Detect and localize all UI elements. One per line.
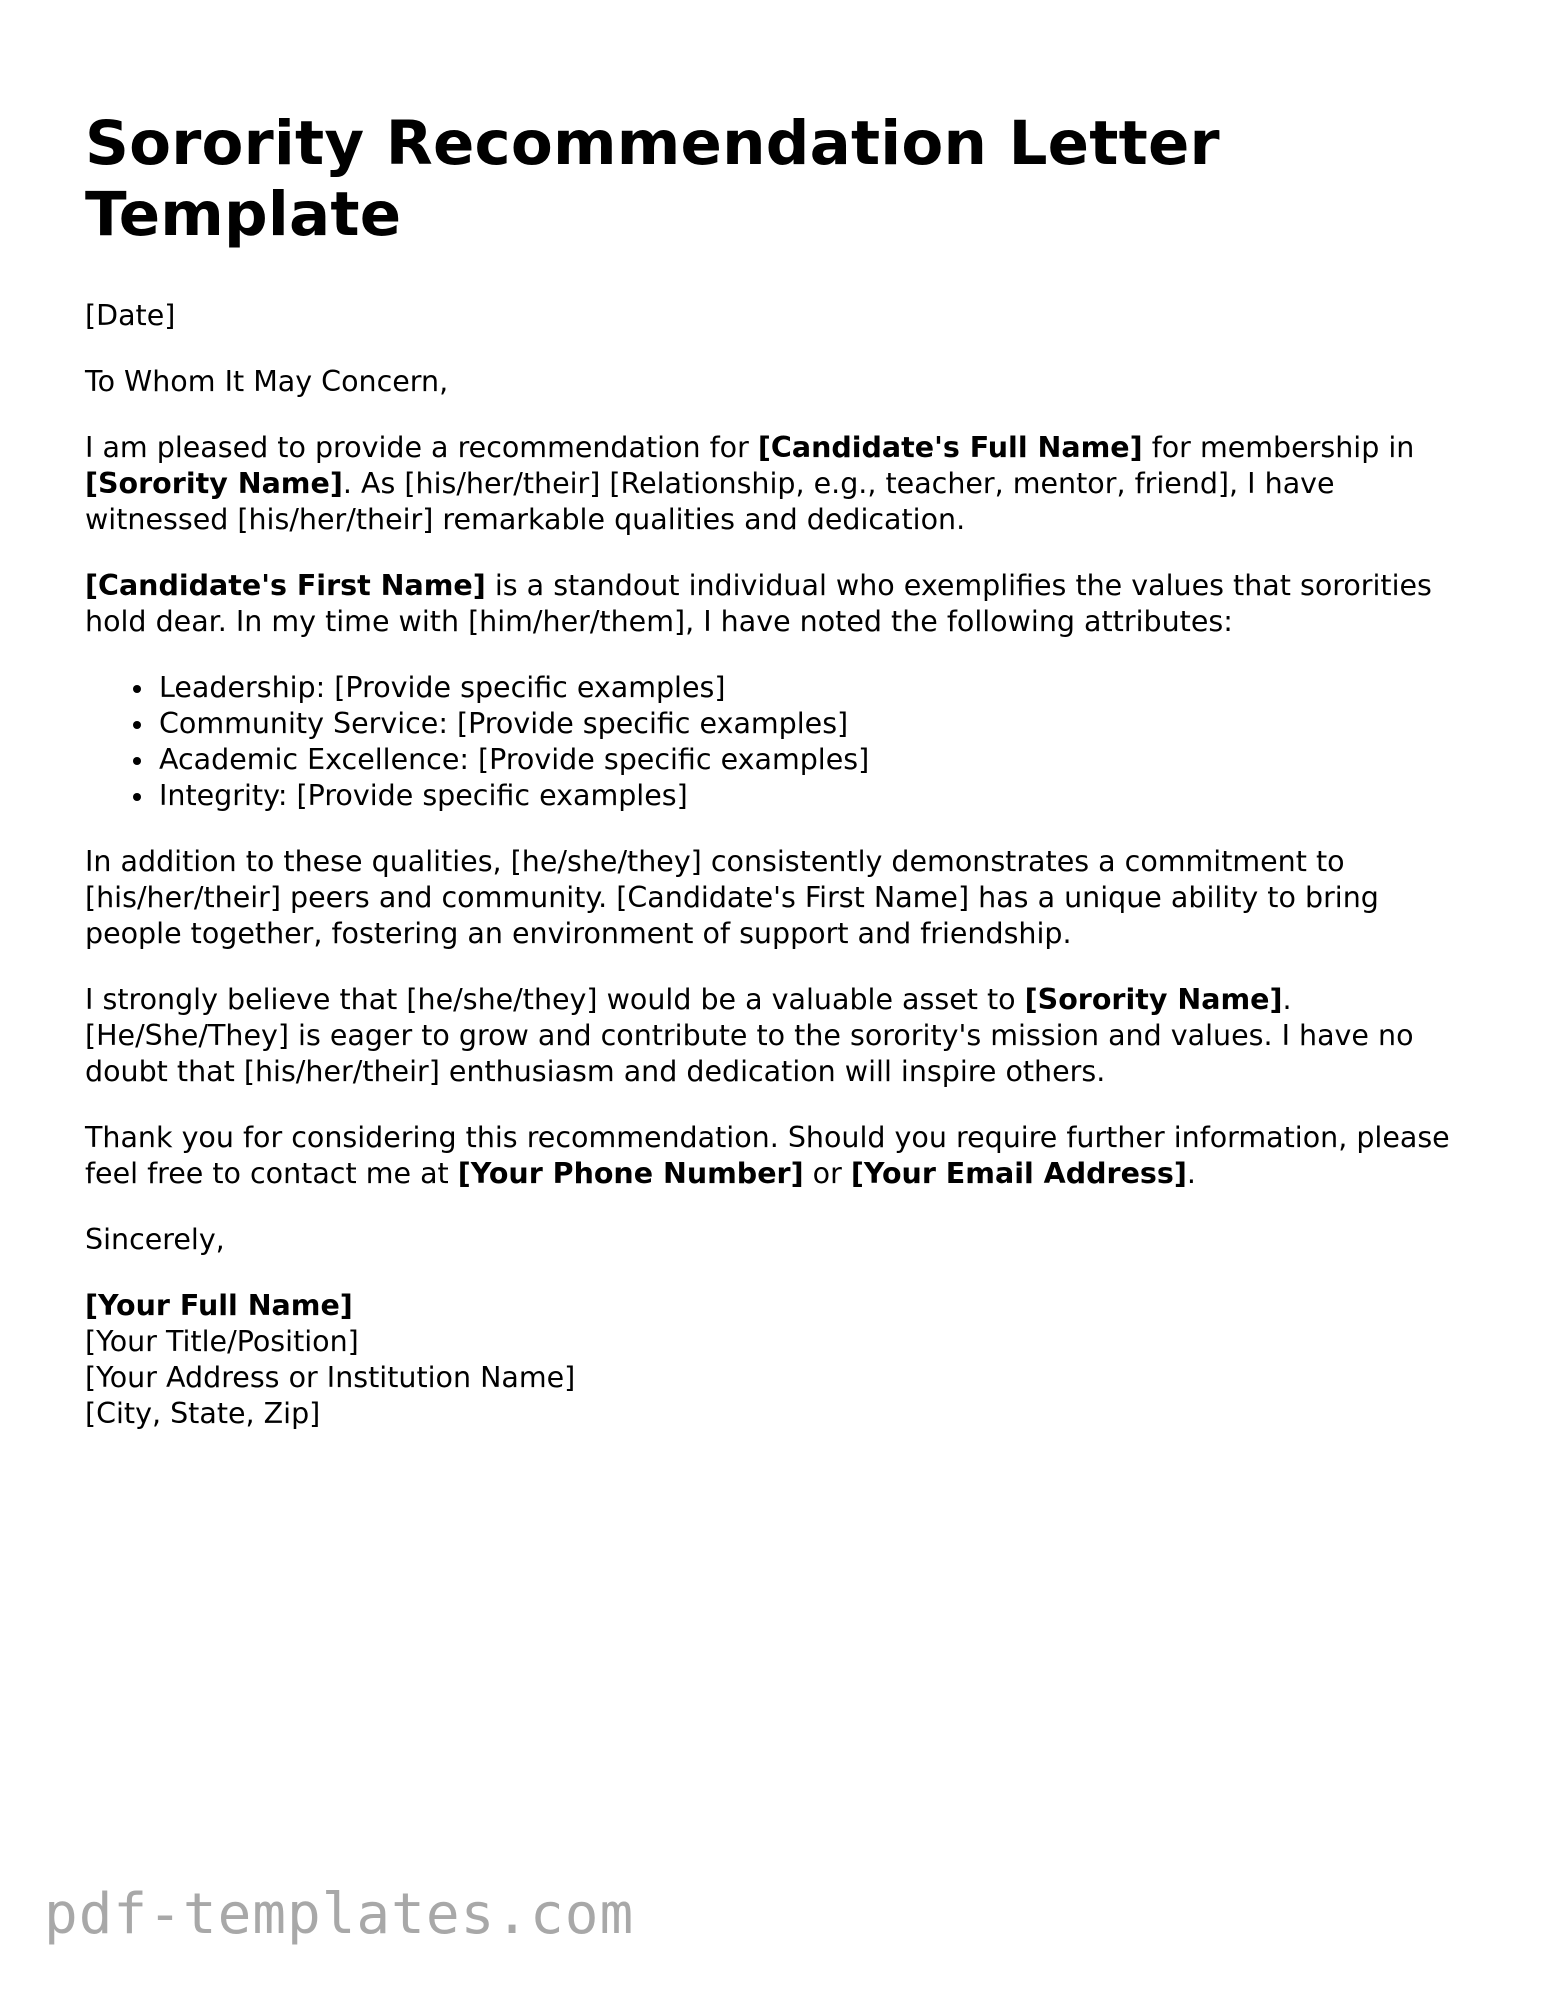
- signer-title: [Your Title/Position]: [85, 1325, 359, 1358]
- list-item: Community Service: [Provide specific examples]: [159, 706, 1455, 742]
- email-address-placeholder: [Your Email Address]: [850, 1157, 1187, 1190]
- thanks-text-3: .: [1186, 1157, 1196, 1190]
- signer-address: [Your Address or Institution Name]: [85, 1361, 576, 1394]
- thanks-text-1: Thank you for considering this recommendation. Should you require further information, please feel free to contact me at: [85, 1121, 1450, 1190]
- intro-text-3: . As [his/her/their] [Relationship, e.g., teacher, mentor, friend], I have witnessed [his/her/their] remarkable qualities and dedication.: [85, 467, 1335, 536]
- belief-text-2: . [He/She/They] is eager to grow and contribute to the sorority's mission and values. I have no doubt that [his/her/their] enthusiasm and dedication will inspire others.: [85, 983, 1414, 1088]
- attributes-list: [85, 670, 1455, 814]
- intro-text-2: for membership in: [1142, 431, 1415, 464]
- letter-page: [85, 0, 1455, 1432]
- list-item: Academic Excellence: [Provide specific examples]: [159, 742, 1455, 778]
- watermark: pdf-templates.com: [44, 1882, 635, 1947]
- date-line: [Date]: [85, 299, 176, 332]
- page-title: Sorority Recommendation Letter Template: [85, 108, 1220, 250]
- thanks-text-2: or: [803, 1157, 851, 1190]
- signer-name: [Your Full Name]: [85, 1289, 353, 1322]
- thanks-paragraph: [85, 1120, 1455, 1192]
- sorority-name-placeholder-2: [Sorority Name]: [1024, 983, 1283, 1016]
- list-item: Integrity: [Provide specific examples]: [159, 778, 1455, 814]
- signer-city: [City, State, Zip]: [85, 1397, 321, 1430]
- list-item: Leadership: [Provide specific examples]: [159, 670, 1455, 706]
- sorority-name-placeholder: [Sorority Name]: [85, 467, 343, 500]
- intro-text-1: I am pleased to provide a recommendation for: [85, 431, 758, 464]
- intro-paragraph: [85, 430, 1455, 538]
- candidate-first-name-placeholder: [Candidate's First Name]: [85, 569, 486, 602]
- candidate-full-name-placeholder: [Candidate's Full Name]: [757, 431, 1143, 464]
- attributes-paragraph: [85, 568, 1455, 640]
- closing-line: Sincerely,: [85, 1223, 225, 1256]
- qualities-paragraph: In addition to these qualities, [he/she/they] consistently demonstrates a commitment to [his/her/their] peers and community. [Candidate's First Name] has a unique ability to bring people together, fostering an environment of support and friendship.: [85, 845, 1379, 950]
- attributes-intro-text: is a standout individual who exemplifies the values that sororities hold dear. In my time with [him/her/them], I have noted the following attributes:: [85, 569, 1432, 638]
- signature-block: [85, 1288, 1455, 1432]
- salutation: To Whom It May Concern,: [85, 365, 449, 398]
- phone-number-placeholder: [Your Phone Number]: [457, 1157, 804, 1190]
- belief-text-1: I strongly believe that [he/she/they] would be a valuable asset to: [85, 983, 1025, 1016]
- belief-paragraph: [85, 982, 1455, 1090]
